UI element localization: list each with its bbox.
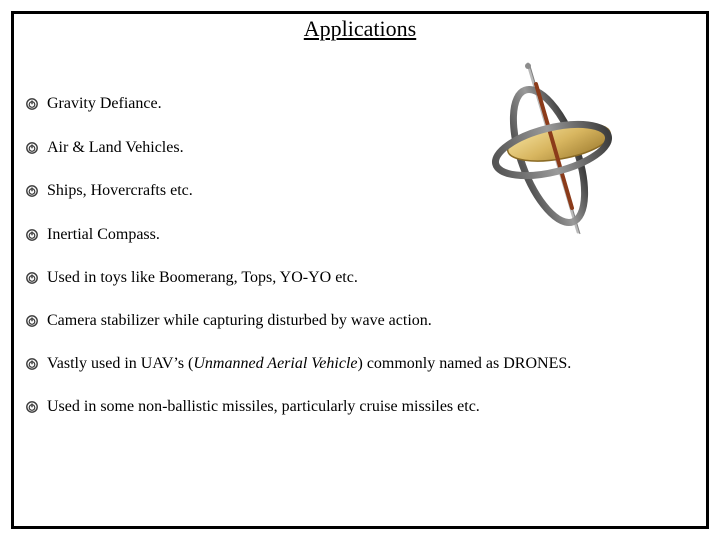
list-item <box>26 395 480 419</box>
list-item <box>26 136 184 160</box>
list-item <box>26 266 358 290</box>
list-item-text: Used in some non-ballistic missiles, particularly cruise missiles etc. <box>47 398 480 415</box>
list-item <box>26 179 193 203</box>
list-item-text: Ships, Hovercrafts etc. <box>47 182 193 199</box>
power-symbol-icon <box>26 272 38 284</box>
list-item-text-after: ) commonly named as DRONES. <box>357 355 572 372</box>
gyroscope-illustration <box>486 58 616 238</box>
list-item-text: Gravity Defiance. <box>47 95 162 112</box>
power-symbol-icon <box>26 358 38 370</box>
list-item-text-before: Vastly used in UAV’s ( <box>47 355 194 372</box>
power-symbol-icon <box>26 98 38 110</box>
power-symbol-icon <box>26 185 38 197</box>
list-item <box>26 309 432 333</box>
list-item-text-italic: Unmanned Aerial Vehicle <box>193 355 358 372</box>
power-symbol-icon <box>26 315 38 327</box>
list-item-text <box>47 355 571 373</box>
list-item <box>26 223 160 247</box>
list-item-text: Air & Land Vehicles. <box>47 139 184 156</box>
slide-title: Applications <box>303 16 417 41</box>
list-item <box>26 92 162 116</box>
power-symbol-icon <box>26 401 38 413</box>
list-item <box>26 352 571 376</box>
list-item-text: Inertial Compass. <box>47 226 160 243</box>
list-item-text: Camera stabilizer while capturing disturbed by wave action. <box>47 312 432 329</box>
power-symbol-icon <box>26 229 38 241</box>
power-symbol-icon <box>26 142 38 154</box>
list-item-text: Used in toys like Boomerang, Tops, YO-YO etc. <box>47 269 358 286</box>
